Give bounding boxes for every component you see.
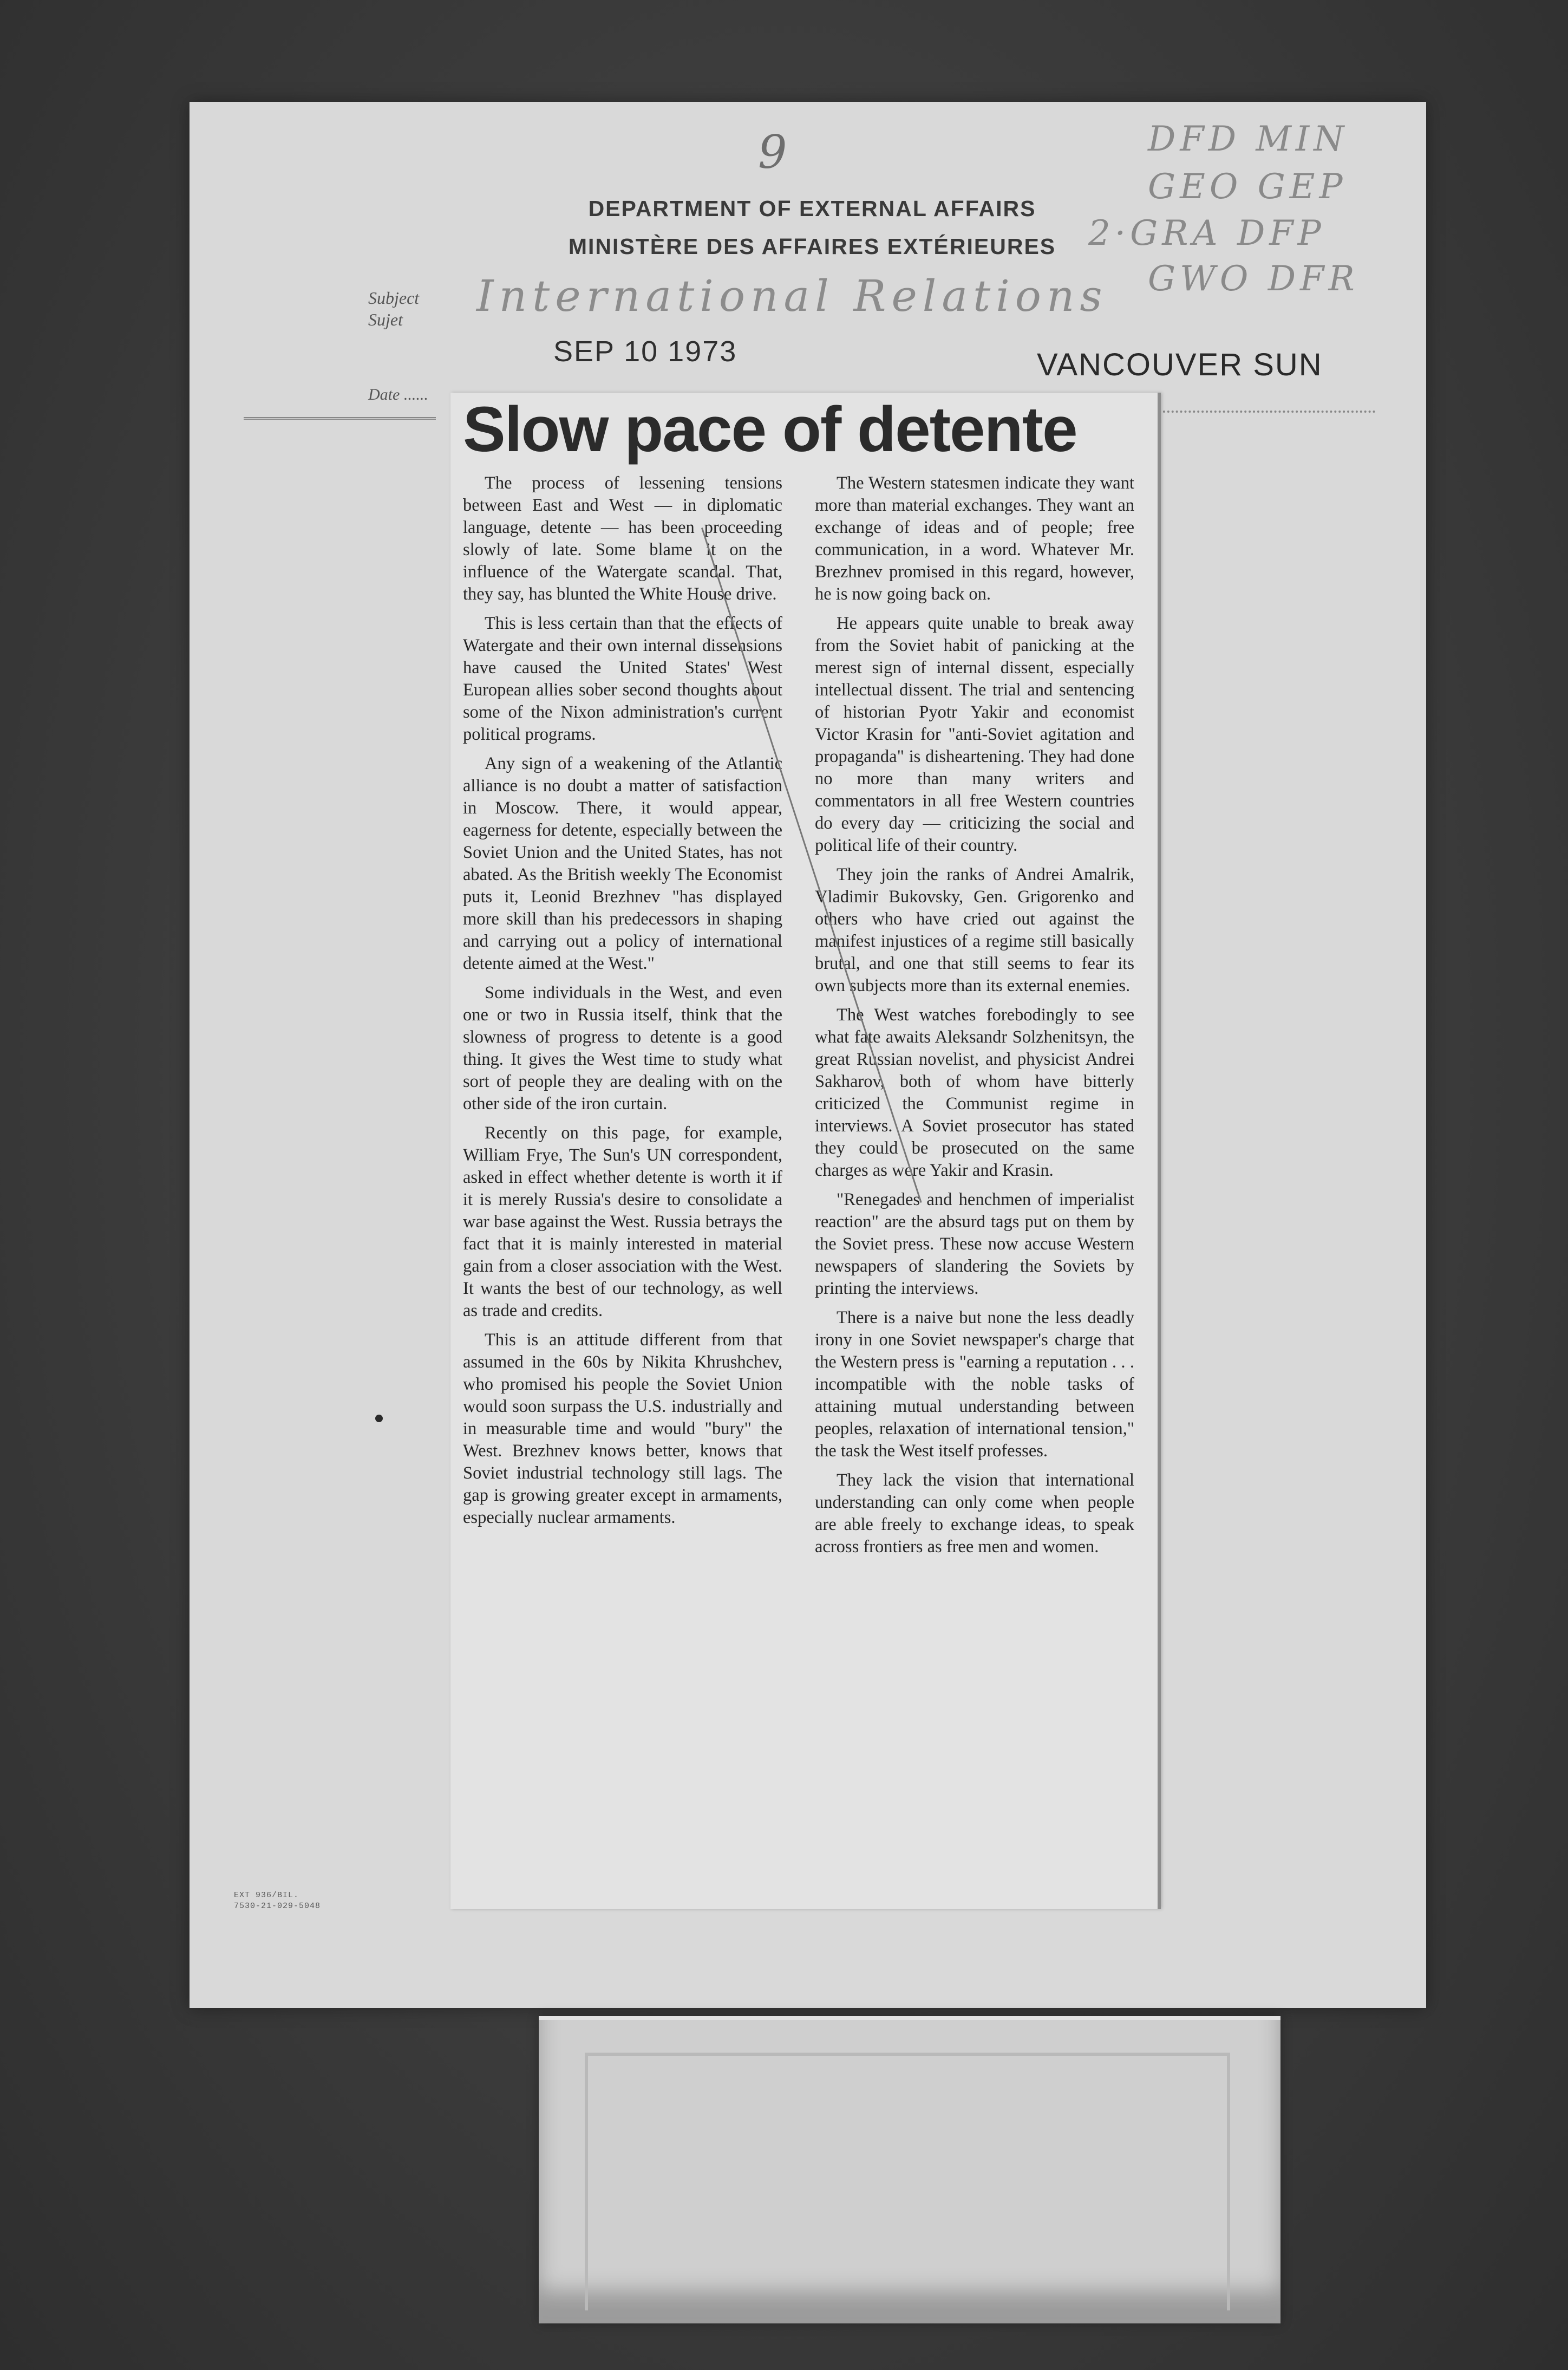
- date-label: Date ......: [368, 386, 428, 403]
- article-paragraph: The Western statesmen indicate they want more than material exchanges. They want an exchange of ideas and of people; free communication, in a word. Whatever Mr. Brezhnev promised in this regard, however, he is now going back on.: [815, 473, 1134, 604]
- folder-strip-edge: [585, 2053, 1230, 2310]
- form-rule-right: [1159, 411, 1375, 413]
- article-paragraph: He appears quite unable to break away from the Soviet habit of panicking at the merest sign of internal dissent, especially intellectual dissent. The trial and sentencing of historian Pyotr Yakir and economist Victor Krasin for "anti-Soviet agitation and propaganda" is disheartening. They had done no more than many writers and commentators in all free Western countries do every day — criticizing the social and political life of their country.: [815, 614, 1134, 855]
- article-paragraph: Some individuals in the West, and even one or two in Russia itself, think that the slowness of progress to detente is a good thing. It gives the West time to study what sort of people they are dealing with on the other side of the iron curtain.: [463, 983, 782, 1114]
- article-paragraph: Any sign of a weakening of the Atlantic alliance is no doubt a matter of satisfaction in Moscow. There, it would appear, eagerness for detente, especially between the Soviet Union and the United States, has not abated. As the British weekly The Economist puts it, Leonid Brezhnev "has displayed more skill than his predecessors in shaping and carrying out a policy of international detente aimed at the West.": [463, 754, 782, 973]
- form-code-line: 7530-21-029-5048: [234, 1902, 321, 1911]
- article-paragraph: Recently on this page, for example, William Frye, The Sun's UN correspondent, asked in effect whether detente is worth it if it is merely Russia's desire to consolidate a war base against the West. Russia betrays the fact that it is mainly interested in material gain from a closer association with the West. It wants the best of our technology, as well as trade and credits.: [463, 1123, 782, 1320]
- form-code-line: EXT 936/BIL.: [234, 1891, 299, 1900]
- subject-label-fr: Sujet: [368, 310, 403, 329]
- article-paragraph: The West watches forebodingly to see what fate awaits Aleksandr Solzhenitsyn, the great Russian novelist, and physicist Andrei Sakharov, both of whom have bitterly criticized the Communist regime in interviews. A Soviet prosecutor has stated they could be prosecuted on the same charges as were Yakir and Krasin.: [815, 1005, 1134, 1180]
- article-paragraph: They lack the vision that international understanding can only come when people are able freely to exchange ideas, to speak across frontiers as free men and women.: [815, 1470, 1134, 1557]
- article-paragraph: The process of lessening tensions between East and West — in diplomatic language, detente — has been proceeding slowly of late. Some blame it on the influence of the Watergate scandal. That, they say, has blunted the White House drive.: [463, 473, 782, 604]
- letterhead-french: MINISTÈRE DES AFFAIRES EXTÉRIEURES: [568, 234, 1056, 259]
- newspaper-name: VANCOUVER SUN: [1037, 347, 1323, 382]
- article-paragraph: "Renegades and henchmen of imperialist reaction" are the absurd tags put on them by the Soviet press. These now accuse Western newspapers of slandering the Soviets by printing the interviews.: [815, 1190, 1134, 1298]
- routing-note: DFD MIN: [1148, 119, 1349, 159]
- form-code: [234, 1890, 321, 1912]
- folio-number: 9: [758, 126, 787, 179]
- subject-label: [368, 287, 419, 330]
- article-paragraph: They join the ranks of Andrei Amalrik, Vladimir Bukovsky, Gen. Grigorenko and others who have cried out against the manifest injustices of a regime still basically brutal, and one that still seems to fear its own subjects more than its external enemies.: [815, 865, 1134, 995]
- subject-handwritten: International Relations: [476, 271, 1108, 321]
- article-headline: Slow pace of detente: [463, 394, 1077, 465]
- routing-note: GEO GEP: [1148, 167, 1347, 207]
- subject-label-en: Subject: [368, 288, 420, 308]
- form-rule-left: [244, 417, 436, 420]
- article-paragraph: There is a naive but none the less deadly irony in one Soviet newspaper's charge that the Western press is "earning a reputation . . . incompatible with the noble tasks of attaining mutual understanding between peoples, relaxation of international tension," the task the West itself professes.: [815, 1308, 1134, 1461]
- article-column-right: [815, 472, 1134, 1565]
- date-stamp: SEP 10 1973: [553, 335, 737, 368]
- routing-note: GWO DFR: [1148, 259, 1359, 299]
- article-paragraph: This is an attitude different from that assumed in the 60s by Nikita Khrushchev, who promised his people the Soviet Union would soon surpass the U.S. industrially and in measurable time and would "bury" the West. Brezhnev knows better, knows that Soviet industrial technology still lags. The gap is growing greater except in armaments, especially nuclear armaments.: [463, 1330, 782, 1527]
- film-speck: [375, 1415, 383, 1422]
- routing-note: 2·GRA DFP: [1088, 213, 1325, 253]
- article-paragraph: This is less certain than that the effects of Watergate and their own internal dissensions have caused the United States' West European allies sober second thoughts about some of the Nixon administration's current political programs.: [463, 614, 782, 744]
- letterhead-english: DEPARTMENT OF EXTERNAL AFFAIRS: [588, 196, 1036, 221]
